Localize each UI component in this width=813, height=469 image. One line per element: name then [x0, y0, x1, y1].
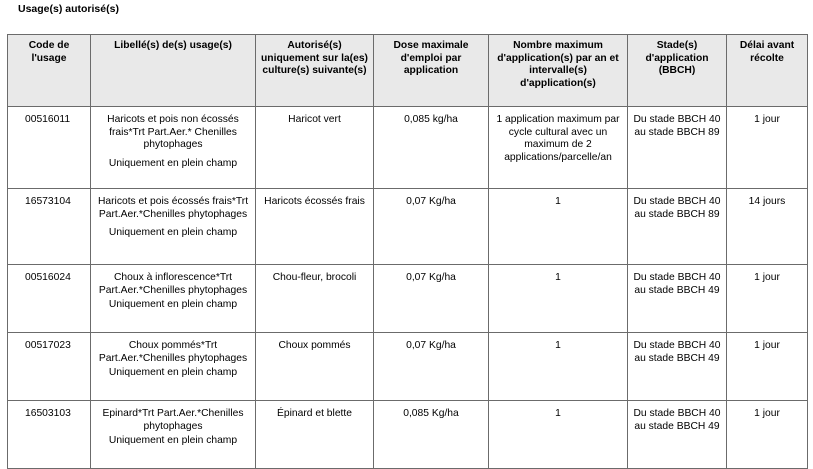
authorized-crop: Choux pommés — [256, 333, 374, 401]
usage-restriction: Uniquement en plein champ — [108, 227, 238, 239]
usage-code: 00516024 — [8, 265, 91, 333]
application-stage: Du stade BBCH 40 au stade BBCH 49 — [628, 333, 727, 401]
pre-harvest-interval: 14 jours — [727, 189, 808, 265]
table-row — [8, 265, 808, 333]
header-autorise: Autorisé(s) uniquement sur la(es) culture(s) suivante(s) — [256, 35, 374, 107]
pre-harvest-interval: 1 jour — [727, 265, 808, 333]
usage-restriction: Uniquement en plein champ — [108, 435, 238, 447]
usage-code: 00517023 — [8, 333, 91, 401]
authorized-crop: Haricots écossés frais — [256, 189, 374, 265]
pre-harvest-interval: 1 jour — [727, 107, 808, 189]
usage-label-cell — [91, 265, 256, 333]
authorized-crop: Haricot vert — [256, 107, 374, 189]
table-row — [8, 333, 808, 401]
table-row — [8, 189, 808, 265]
max-applications: 1 application maximum par cycle cultural avec un maximum de 2 applications/parcelle/an — [489, 107, 628, 189]
usage-label-cell — [91, 401, 256, 469]
header-dose: Dose maximale d'emploi par application — [374, 35, 489, 107]
table-row — [8, 401, 808, 469]
max-applications: 1 — [489, 333, 628, 401]
table-row — [8, 107, 808, 189]
usage-label: Haricots et pois non écossés frais*Trt Part.Aer.* Chenilles phytophages — [107, 114, 239, 151]
section-title: Usage(s) autorisé(s) — [18, 3, 119, 15]
application-stage: Du stade BBCH 40 au stade BBCH 49 — [628, 401, 727, 469]
max-applications: 1 — [489, 265, 628, 333]
usage-restriction: Uniquement en plein champ — [108, 158, 238, 170]
max-applications: 1 — [489, 401, 628, 469]
header-delai: Délai avant récolte — [727, 35, 808, 107]
usage-label: Haricots et pois écossés frais*Trt Part.Aer.*Chenilles phytophages — [97, 196, 249, 220]
table-header-row — [8, 35, 808, 107]
application-stage: Du stade BBCH 40 au stade BBCH 89 — [628, 107, 727, 189]
pre-harvest-interval: 1 jour — [727, 401, 808, 469]
application-stage: Du stade BBCH 40 au stade BBCH 89 — [628, 189, 727, 265]
max-applications: 1 — [489, 189, 628, 265]
header-stade: Stade(s) d'application (BBCH) — [628, 35, 727, 107]
usage-code: 16573104 — [8, 189, 91, 265]
usage-label-cell — [91, 333, 256, 401]
header-nombre: Nombre maximum d'application(s) par an et intervalle(s) d'application(s) — [489, 35, 628, 107]
usage-code: 00516011 — [8, 107, 91, 189]
max-dose: 0,07 Kg/ha — [374, 189, 489, 265]
usage-restriction: Uniquement en plein champ — [108, 367, 238, 379]
authorized-crop: Épinard et blette — [256, 401, 374, 469]
max-dose: 0,085 Kg/ha — [374, 401, 489, 469]
usage-code: 16503103 — [8, 401, 91, 469]
max-dose: 0,07 Kg/ha — [374, 265, 489, 333]
header-libelle: Libellé(s) de(s) usage(s) — [91, 35, 256, 107]
usage-label-cell — [91, 107, 256, 189]
usage-label-cell — [91, 189, 256, 265]
usage-label: Choux à inflorescence*Trt Part.Aer.*Chenilles phytophages — [98, 272, 248, 296]
usage-label: Epinard*Trt Part.Aer.*Chenilles phytophages — [102, 408, 244, 432]
authorized-uses-table — [7, 34, 808, 469]
pre-harvest-interval: 1 jour — [727, 333, 808, 401]
usage-restriction: Uniquement en plein champ — [108, 299, 238, 311]
authorized-crop: Chou-fleur, brocoli — [256, 265, 374, 333]
usage-label: Choux pommés*Trt Part.Aer.*Chenilles phytophages — [98, 340, 248, 364]
header-code: Code de l'usage — [8, 35, 91, 107]
application-stage: Du stade BBCH 40 au stade BBCH 49 — [628, 265, 727, 333]
max-dose: 0,07 Kg/ha — [374, 333, 489, 401]
max-dose: 0,085 kg/ha — [374, 107, 489, 189]
